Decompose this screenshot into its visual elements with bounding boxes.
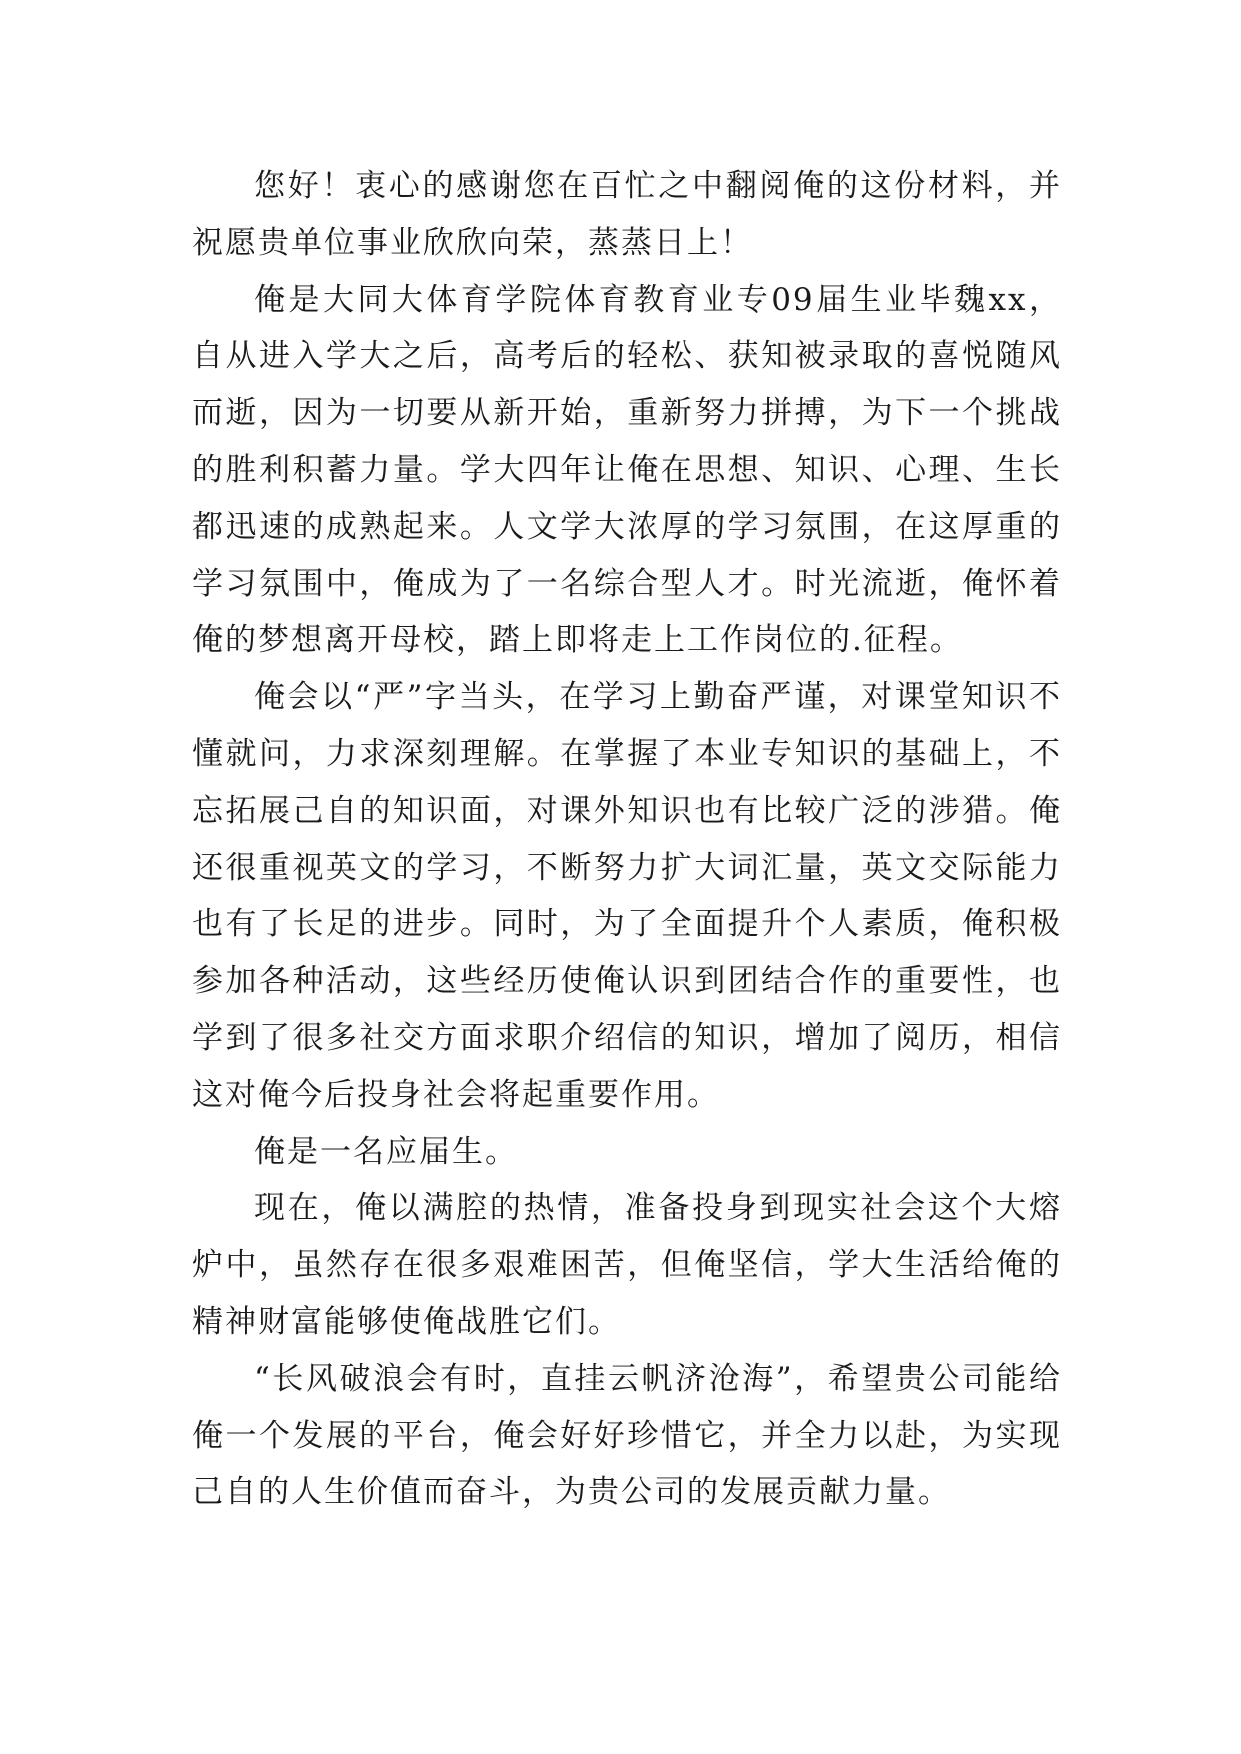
greeting-paragraph: 您好！衷心的感谢您在百忙之中翻阅俺的这份材料，并祝愿贵单位事业欣欣向荣，蒸蒸日上！ [192,168,1062,261]
study-paragraph: 俺会以“严”字当头，在学习上勤奋严谨，对课堂知识不懂就问，力求深刻理解。在掌握了本业专知识的基础上，不忘拓展己自的知识面，对课外知识也有比较广泛的涉猎。俺还很重视英文的学习，不断努力扩大词汇量，英文交际能力也有了长足的进步。同时，为了全面提升个人素质，俺积极参加各种活动，这些经历使俺认识到团结合作的重要性，也学到了很多社交方面求职介绍信的知识，增加了阅历，相信这对俺今后投身社会将起重要作用。 [192,679,1062,1113]
status-paragraph: 俺是一名应届生。 [254,1133,518,1170]
letter-body [192,158,1062,1521]
ambition-paragraph: 现在，俺以满腔的热情，准备投身到现实社会这个大熔炉中，虽然存在很多艰难困苦，但俺坚信，学大生活给俺的精神财富能够使俺战胜它们。 [192,1190,1062,1340]
introduction-paragraph: 俺是大同大体育学院体育教育业专09届生业毕魏xx，自从进入学大之后，高考后的轻松、获知被录取的喜悦随风而逝，因为一切要从新开始，重新努力拼搏，为下一个挑战的胜利积蓄力量。学大四年让俺在思想、知识、心理、生长都迅速的成熟起来。人文学大浓厚的学习氛围，在这厚重的学习氛围中，俺成为了一名综合型人才。时光流逝，俺怀着俺的梦想离开母校，踏上即将走上工作岗位的.征程。 [192,281,1062,659]
closing-paragraph: “长风破浪会有时，直挂云帆济沧海”，希望贵公司能给俺一个发展的平台，俺会好好珍惜它，并全力以赴，为实现己自的人生价值而奋斗，为贵公司的发展贡献力量。 [192,1360,1062,1511]
